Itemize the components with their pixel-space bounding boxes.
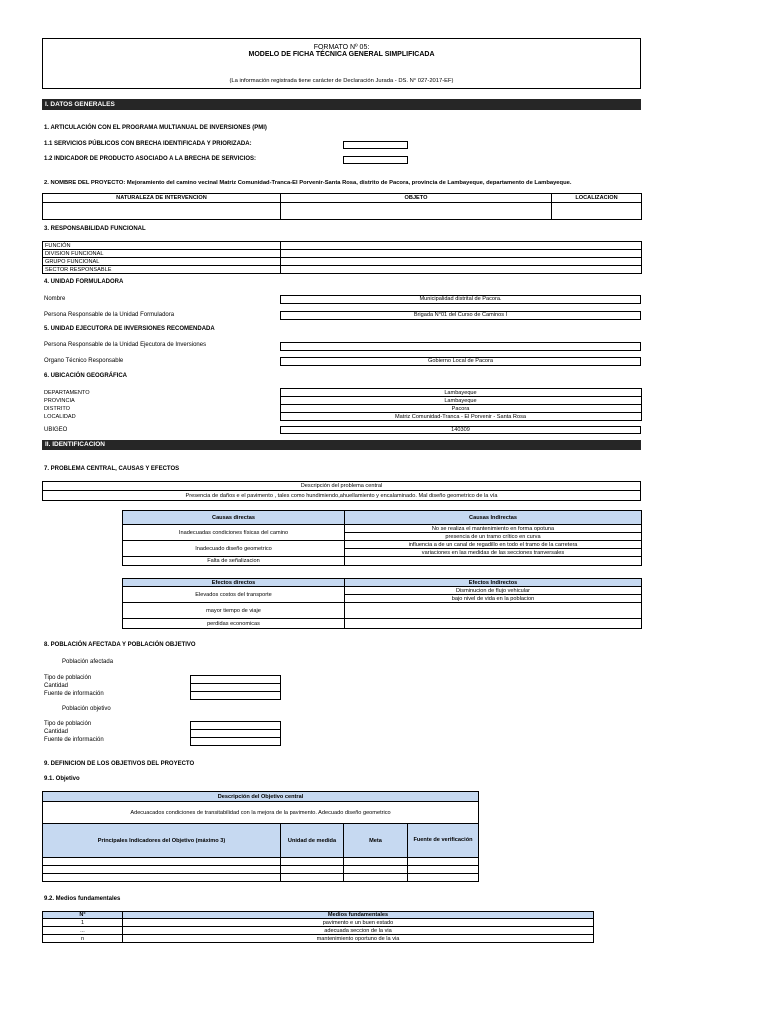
objetivo-text[interactable]: Adecuacados condiciones de transitabilidad con la mejora de la pavimento. Adecuado diseño geometrico — [43, 802, 479, 824]
pob-afectada-cantidad-input[interactable] — [191, 684, 281, 692]
resp-row-value[interactable] — [281, 250, 642, 258]
project-name-label: 2. NOMBRE DEL PROYECTO: — [44, 180, 126, 186]
ubigeo-label: UBIGEO — [44, 427, 68, 433]
efectos-table — [122, 578, 642, 629]
ubic-label: DISTRITO — [44, 405, 71, 412]
objeto-header: OBJETO — [281, 194, 552, 203]
ue-organo-value[interactable]: Gobierno Local de Pacora — [280, 357, 641, 366]
ubigeo-value[interactable]: 140309 — [280, 426, 641, 434]
pob-afectada-label: Población afectada — [62, 659, 114, 665]
efecto-directo[interactable]: Elevados costos del transporte — [123, 587, 345, 603]
indicador-cell[interactable] — [344, 866, 408, 874]
pob-objetivo-label: Población objetivo — [62, 706, 111, 712]
uf-resp-label: Persona Responsable de la Unidad Formuladora — [44, 312, 175, 318]
efecto-indirecto[interactable]: bajo nivel de vida en la poblacion — [345, 595, 642, 603]
uf-nombre-label: Nombre — [44, 296, 66, 302]
efectos-indirectos-header: Efectos Indirectos — [345, 579, 642, 587]
item4-label: 4. UNIDAD FORMULADORA — [44, 279, 124, 285]
medio-text[interactable]: mantenimiento oportuno de la via — [123, 935, 594, 943]
item11-input[interactable] — [343, 141, 408, 149]
item11-label: 1.1 SERVICIOS PÚBLICOS CON BRECHA IDENTIFICADA Y PRIORIZADA: — [44, 141, 252, 147]
ubic-value[interactable]: Matriz Comunidad-Tranca - El Porvenir - Santa Rosa — [280, 413, 641, 421]
pob-field-label: Cantidad — [44, 729, 69, 735]
indicador-cell[interactable] — [408, 858, 479, 866]
indicador-cell[interactable] — [408, 874, 479, 882]
resp-row-label: DIVISION FUNCIONAL — [43, 250, 281, 258]
ubic-value[interactable]: Lambayeque — [280, 397, 641, 405]
objeto-cell[interactable] — [281, 203, 552, 220]
causa-indirecta[interactable]: influencia a de un canal de regadillo en todo el tramo de la carretera — [345, 541, 642, 549]
problem-text[interactable]: Presencia de daños e el pavimento , tales como hundimiendo,ahuellamiento y encalaminado. Mal diseño geometrico de la vía — [43, 491, 641, 501]
resp-row-value[interactable] — [281, 258, 642, 266]
pob-field-label: Fuente de información — [44, 691, 104, 697]
ubic-label: LOCALIDAD — [44, 413, 76, 420]
causa-indirecta-empty[interactable] — [345, 557, 642, 566]
resp-row-label: GRUPO FUNCIONAL — [43, 258, 281, 266]
medio-n: ... — [43, 927, 123, 935]
naturaleza-cell[interactable] — [43, 203, 281, 220]
resp-row-label: SECTOR RESPONSABLE — [43, 266, 281, 274]
ue-resp-label: Persona Responsable de la Unidad Ejecutora de Inversiones — [44, 342, 207, 348]
causa-directa[interactable]: Inadecuado diseño geometrico — [123, 541, 345, 557]
fuente-header: Fuente de verificación — [408, 824, 479, 858]
problem-table — [42, 481, 641, 501]
resp-row-value[interactable] — [281, 242, 642, 250]
pob-field-label: Tipo de población — [44, 675, 92, 681]
ubic-value[interactable]: Lambayeque — [280, 389, 641, 397]
medio-n: 1 — [43, 919, 123, 927]
uf-nombre-value[interactable]: Municipalidad distrital de Pacora. — [280, 295, 641, 304]
indicador-cell[interactable] — [408, 866, 479, 874]
resp-row-label: FUNCIÓN — [43, 242, 281, 250]
causa-indirecta[interactable]: variaciones en las medidas de las secciones tranversales — [345, 549, 642, 557]
efecto-indirecto-empty[interactable] — [345, 619, 642, 629]
pob-objetivo-fuente-input[interactable] — [191, 738, 281, 746]
resp-row-value[interactable] — [281, 266, 642, 274]
ubic-label: DEPARTAMENTO — [44, 389, 90, 396]
indicador-cell[interactable] — [43, 858, 281, 866]
ubic-value[interactable]: Pacora — [280, 405, 641, 413]
item3-label: 3. RESPONSABILIDAD FUNCIONAL — [44, 226, 146, 232]
section-bar-identificacion: II. IDENTIFICACION — [42, 440, 641, 450]
causa-directa[interactable]: Inadecuadas condiciones físicas del camino — [123, 525, 345, 541]
causa-directa[interactable]: Falta de señalizacion — [123, 557, 345, 566]
causas-directas-header: Causas directas — [123, 511, 345, 525]
indicador-cell[interactable] — [43, 874, 281, 882]
pob-afectada-tipo-input[interactable] — [191, 676, 281, 684]
naturaleza-header: NATURALEZA DE INTERVENCION — [43, 194, 281, 203]
indicador-cell[interactable] — [281, 874, 344, 882]
ubic-label: PROVINCIA — [44, 397, 75, 404]
ue-organo-label: Organo Técnico Responsable — [44, 358, 124, 364]
pob-objetivo-cantidad-input[interactable] — [191, 730, 281, 738]
pob-field-label: Fuente de información — [44, 737, 104, 743]
efecto-indirecto[interactable]: Disminucion de flujo vehicular — [345, 587, 642, 595]
form-title — [42, 44, 641, 58]
efecto-directo[interactable]: perdidas economicas — [123, 619, 345, 629]
item1-label: 1. ARTICULACIÓN CON EL PROGRAMA MULTIANUAL DE INVERSIONES (PMI) — [44, 125, 267, 131]
unidad-header: Unidad de medida — [281, 824, 344, 858]
indicador-cell[interactable] — [281, 866, 344, 874]
indicador-cell[interactable] — [344, 874, 408, 882]
objetivo-header: Descripción del Objetivo central — [43, 792, 479, 802]
item6-label: 6. UBICACIÓN GEOGRÁFICA — [44, 373, 128, 379]
project-name — [44, 180, 571, 186]
uf-resp-value[interactable]: Brigada N°01 del Curso de Caminos I — [280, 311, 641, 320]
pob-objetivo-tipo-input[interactable] — [191, 722, 281, 730]
responsabilidad-table — [42, 241, 642, 274]
pob-afectada-inputs — [190, 675, 281, 700]
causa-indirecta[interactable]: No se realiza el mantenimiento en forma opotuna — [345, 525, 642, 533]
pob-field-label: Tipo de población — [44, 721, 92, 727]
naturaleza-table — [42, 193, 642, 220]
indicador-cell[interactable] — [344, 858, 408, 866]
pob-objetivo-inputs — [190, 721, 281, 746]
item7-label: 7. PROBLEMA CENTRAL, CAUSAS Y EFECTOS — [44, 466, 180, 472]
meta-header: Meta — [344, 824, 408, 858]
medios-table — [42, 911, 594, 943]
medios-n-header: N° — [43, 912, 123, 919]
pob-afectada-fuente-input[interactable] — [191, 692, 281, 700]
causas-indirectas-header: Causas Indirectas — [345, 511, 642, 525]
form-title-line1: FORMATO Nº 05: — [313, 44, 370, 51]
efectos-directos-header: Efectos directos — [123, 579, 345, 587]
medio-n: n — [43, 935, 123, 943]
indicador-cell[interactable] — [281, 858, 344, 866]
localizacion-cell[interactable] — [552, 203, 642, 220]
item8-label: 8. POBLACIÓN AFECTADA Y POBLACIÓN OBJETIVO — [44, 642, 196, 648]
localizacion-header: LOCALIZACION — [552, 194, 642, 203]
medio-text[interactable]: adecuada seccion de la via — [123, 927, 594, 935]
objetivo-table — [42, 791, 479, 882]
indicadores-header: Principales Indicadores del Objetivo (máximo 3) — [43, 824, 281, 858]
item9-label: 9. DEFINICION DE LOS OBJETIVOS DEL PROYECTO — [44, 761, 195, 767]
item91-label: 9.1. Objetivo — [44, 776, 80, 782]
causas-table — [122, 510, 642, 566]
medios-header: Medios fundamentales — [123, 912, 594, 919]
causa-indirecta[interactable]: presencia de un tramo crítico en curva — [345, 533, 642, 541]
item12-input[interactable] — [343, 156, 408, 164]
section-bar-datos-generales: I. DATOS GENERALES — [42, 99, 641, 110]
item5-label: 5. UNIDAD EJECUTORA DE INVERSIONES RECOMENDADA — [44, 326, 215, 332]
form-title-line2: MODELO DE FICHA TÉCNICA GENERAL SIMPLIFICADA — [248, 51, 435, 58]
item12-label: 1.2 INDICADOR DE PRODUCTO ASOCIADO A LA BRECHA DE SERVICIOS: — [44, 156, 257, 162]
ubicacion-table — [42, 388, 642, 421]
ue-resp-value[interactable] — [280, 342, 641, 351]
project-name-value: Mejoramiento del camino vecinal Matriz Comunidad-Tranca-El Porvenir-Santa Rosa, distrito de Pacora, provincia de Lambayeque, departamento de Lambayeque. — [126, 180, 572, 186]
item92-label: 9.2. Medios fundamentales — [44, 896, 121, 902]
efecto-indirecto-empty[interactable] — [345, 603, 642, 619]
efecto-directo[interactable]: mayor tiempo de viaje — [123, 603, 345, 619]
indicador-cell[interactable] — [43, 866, 281, 874]
problem-header: Descripción del problema central — [43, 482, 641, 491]
pob-field-label: Cantidad — [44, 683, 69, 689]
declaration-note: (La información registrada tiene carácter de Declaración Jurada - DS. N° 027-2017-EF) — [229, 78, 454, 84]
medio-text[interactable]: pavimento e un buen estado — [123, 919, 594, 927]
